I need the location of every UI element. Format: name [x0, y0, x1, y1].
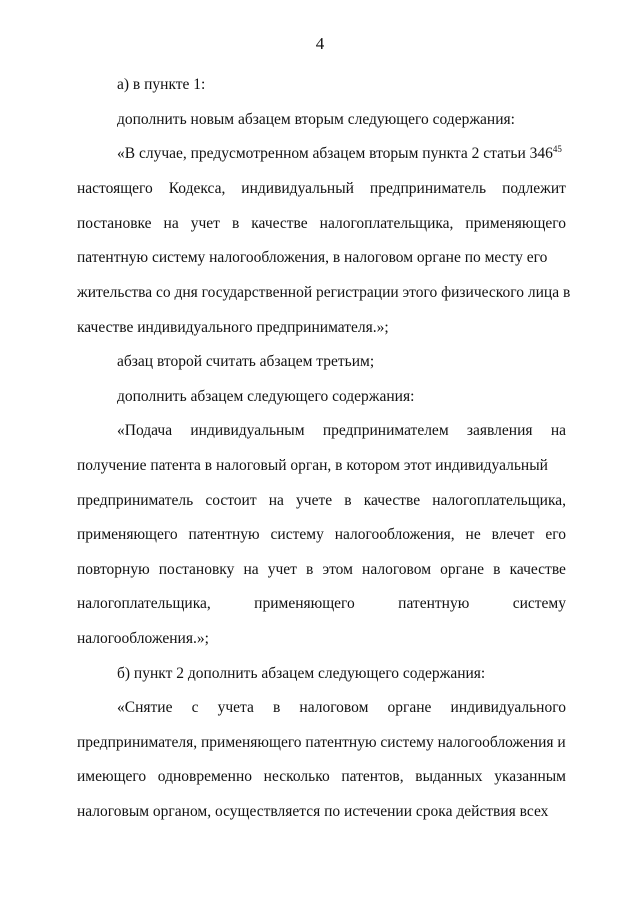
- quote2-line-4-word: его: [545, 526, 566, 543]
- quote3-line-1: [117, 698, 566, 718]
- quote2-line-1-word: индивидуальным: [190, 422, 305, 439]
- quote2-line-4-word: систему: [270, 526, 324, 543]
- quote1-line-3-word: постановке: [77, 215, 152, 232]
- quote3-line-3: [77, 767, 566, 787]
- quote3-line-3-word: выданных: [415, 768, 483, 785]
- quote2-line-5-word: в: [306, 561, 314, 578]
- quote2-line-3-word: в: [344, 492, 352, 509]
- quote3-line-2: предпринимателя, применяющего патентную систему налогообложения и: [77, 734, 566, 751]
- quote2-line-1-word: заявления: [466, 422, 533, 439]
- quote2-line-5-word: постановку: [158, 561, 235, 578]
- quote2-line-5-word: на: [243, 561, 259, 578]
- quote3-line-1-word: индивидуального: [450, 699, 566, 716]
- quote1-line-1-text: «В случае, предусмотренном абзацем вторым пункта 2 статьи 346: [117, 145, 553, 162]
- quote1-line-3-word: качестве: [251, 215, 308, 232]
- quote2-line-1: [117, 421, 566, 441]
- quote1-line-2: [77, 179, 566, 199]
- quote2-line-1-word: предпринимателем: [322, 422, 449, 439]
- paragraph-second-to-third: абзац второй считать абзацем третьим;: [117, 353, 375, 370]
- quote1-line-1: [117, 144, 566, 164]
- paragraph-add-para: дополнить абзацем следующего содержания:: [117, 388, 415, 405]
- page-number: 4: [315, 34, 325, 53]
- quote2-line-5-word: учет: [267, 561, 297, 578]
- quote2-line-3-word: состоит: [205, 492, 257, 509]
- quote3-line-3-word: несколько: [263, 768, 330, 785]
- quote3-line-3-word: патентов,: [341, 768, 404, 785]
- quote2-line-5-word: этом: [322, 561, 353, 578]
- quote1-line-3-word: налогоплательщика,: [319, 215, 454, 232]
- paragraph-a-title: а) в пункте 1:: [117, 76, 206, 93]
- quote2-line-5-word: органе: [440, 561, 485, 578]
- quote1-line-5: жительства со дня государственной регистрации этого физического лица в: [77, 284, 571, 301]
- quote1-line-2-word: настоящего: [77, 180, 153, 197]
- quote2-line-3-word: учете: [296, 492, 333, 509]
- quote3-line-1-word: налоговом: [299, 699, 369, 716]
- paragraph-b-title: б) пункт 2 дополнить абзацем следующего содержания:: [117, 665, 486, 682]
- quote3-line-1-word: «Снятие: [117, 699, 173, 716]
- quote2-line-6-word: систему: [512, 595, 566, 612]
- quote2-line-3-word: предприниматель: [77, 492, 194, 509]
- quote3-line-1-word: органе: [387, 699, 432, 716]
- quote2-line-4-word: патентную: [188, 526, 260, 543]
- quote3-line-1-word: с: [191, 699, 199, 716]
- quote3-line-1-word: в: [272, 699, 281, 716]
- quote3-line-3-word: имеющего: [77, 768, 147, 785]
- quote1-line-3-word: на: [163, 215, 179, 232]
- quote2-line-5-word: в: [493, 561, 501, 578]
- quote2-line-4-word: применяющего: [77, 526, 178, 543]
- quote1-line-3: [77, 214, 566, 234]
- quote2-line-5-word: налоговом: [362, 561, 432, 578]
- quote3-line-3-word: одновременно: [157, 768, 252, 785]
- quote2-line-1-word: «Подача: [117, 422, 173, 439]
- quote2-line-5: [77, 560, 566, 580]
- quote1-line-6: качестве индивидуального предпринимателя.»;: [77, 319, 389, 336]
- quote2-line-6-word: патентную: [398, 595, 470, 612]
- quote1-line-2-word: предприниматель: [369, 180, 487, 197]
- quote1-line-2-word: подлежит: [502, 180, 566, 197]
- quote1-line-3-word: применяющего: [465, 215, 566, 232]
- quote2-line-5-word: повторную: [77, 561, 150, 578]
- quote2-line-3-word: налогоплательщика,: [432, 492, 566, 509]
- quote2-line-4-word: не: [465, 526, 481, 543]
- quote1-line-2-word: индивидуальный: [241, 180, 354, 197]
- quote2-line-1-word: на: [550, 422, 566, 439]
- quote3-line-4: налоговым органом, осуществляется по истечении срока действия всех: [77, 803, 549, 820]
- quote3-line-3-word: указанным: [494, 768, 566, 785]
- quote1-line-2-word: Кодекса,: [168, 180, 226, 197]
- quote2-line-2: получение патента в налоговый орган, в котором этот индивидуальный: [77, 457, 548, 474]
- article-superscript: 45: [552, 143, 562, 154]
- quote2-line-3-word: качестве: [363, 492, 421, 509]
- quote1-line-3-word: в: [231, 215, 240, 232]
- quote2-line-4: [77, 525, 566, 545]
- quote2-line-5-word: качестве: [509, 561, 566, 578]
- quote2-line-4-word: налогообложения,: [334, 526, 455, 543]
- quote2-line-3: [77, 491, 566, 511]
- quote2-line-6-word: налогоплательщика,: [77, 595, 211, 612]
- quote2-line-3-word: на: [268, 492, 284, 509]
- quote2-line-4-word: влечет: [491, 526, 535, 543]
- quote2-line-7: налогообложения.»;: [77, 630, 209, 647]
- quote1-line-3-word: учет: [190, 215, 220, 232]
- quote2-line-6-word: применяющего: [254, 595, 355, 612]
- quote1-line-4: патентную систему налогообложения, в налоговом органе по месту его: [77, 249, 548, 266]
- quote2-line-6: [77, 594, 566, 614]
- quote3-line-1-word: учета: [217, 699, 254, 716]
- paragraph-add-second: дополнить новым абзацем вторым следующего содержания:: [117, 111, 515, 128]
